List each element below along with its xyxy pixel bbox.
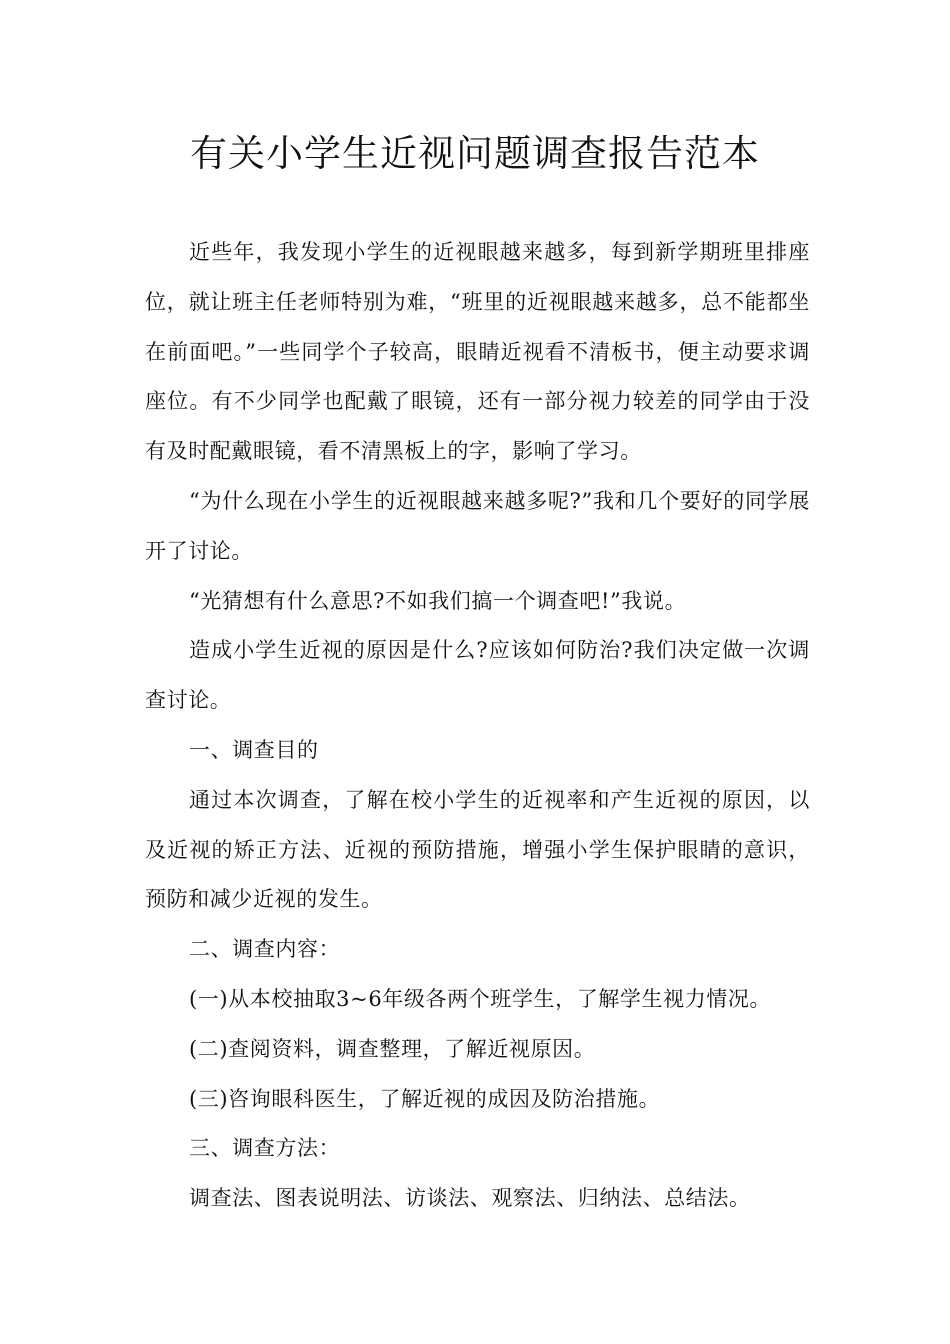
section-heading-purpose: 一、调查目的 (189, 737, 319, 762)
paragraph-purpose: 通过本次调查，了解在校小学生的近视率和产生近视的原因，以及近视的矫正方法、近视的预防措施，增强小学生保护眼睛的意识，预防和减少近视的发生。 (145, 787, 810, 912)
section-heading-content: 二、调查内容： (189, 937, 341, 962)
paragraph-decision: 造成小学生近视的原因是什么?应该如何防治?我们决定做一次调查讨论。 (145, 638, 810, 713)
paragraph-intro: 近些年，我发现小学生的近视眼越来越多，每到新学期班里排座位，就让班主任老师特别为难，“班里的近视眼越来越多，总不能都坐在前面吧。”一些同学个子较高，眼睛近视看不清板书，便主动要求调座位。有不少同学也配戴了眼镜，还有一部分视力较差的同学由于没有及时配戴眼镜，看不清黑板上的字，影响了学习。 (145, 240, 810, 464)
section-heading-method: 三、调查方法： (189, 1136, 341, 1161)
document-title: 有关小学生近视问题调查报告范本 (190, 132, 760, 175)
paragraph-methods: 调查法、图表说明法、访谈法、观察法、归纳法、总结法。 (189, 1186, 751, 1211)
content-item-3: (三)咨询眼科医生，了解近视的成因及防治措施。 (189, 1086, 661, 1111)
content-item-1: (一)从本校抽取3~6年级各两个班学生，了解学生视力情况。 (189, 986, 772, 1011)
content-item-2: (二)查阅资料，调查整理，了解近视原因。 (189, 1036, 596, 1061)
paragraph-suggestion: “光猜想有什么意思?不如我们搞一个调查吧!”我说。 (189, 588, 687, 613)
document-body (145, 228, 810, 1224)
paragraph-question: “为什么现在小学生的近视眼越来越多呢?”我和几个要好的同学展开了讨论。 (145, 488, 810, 563)
